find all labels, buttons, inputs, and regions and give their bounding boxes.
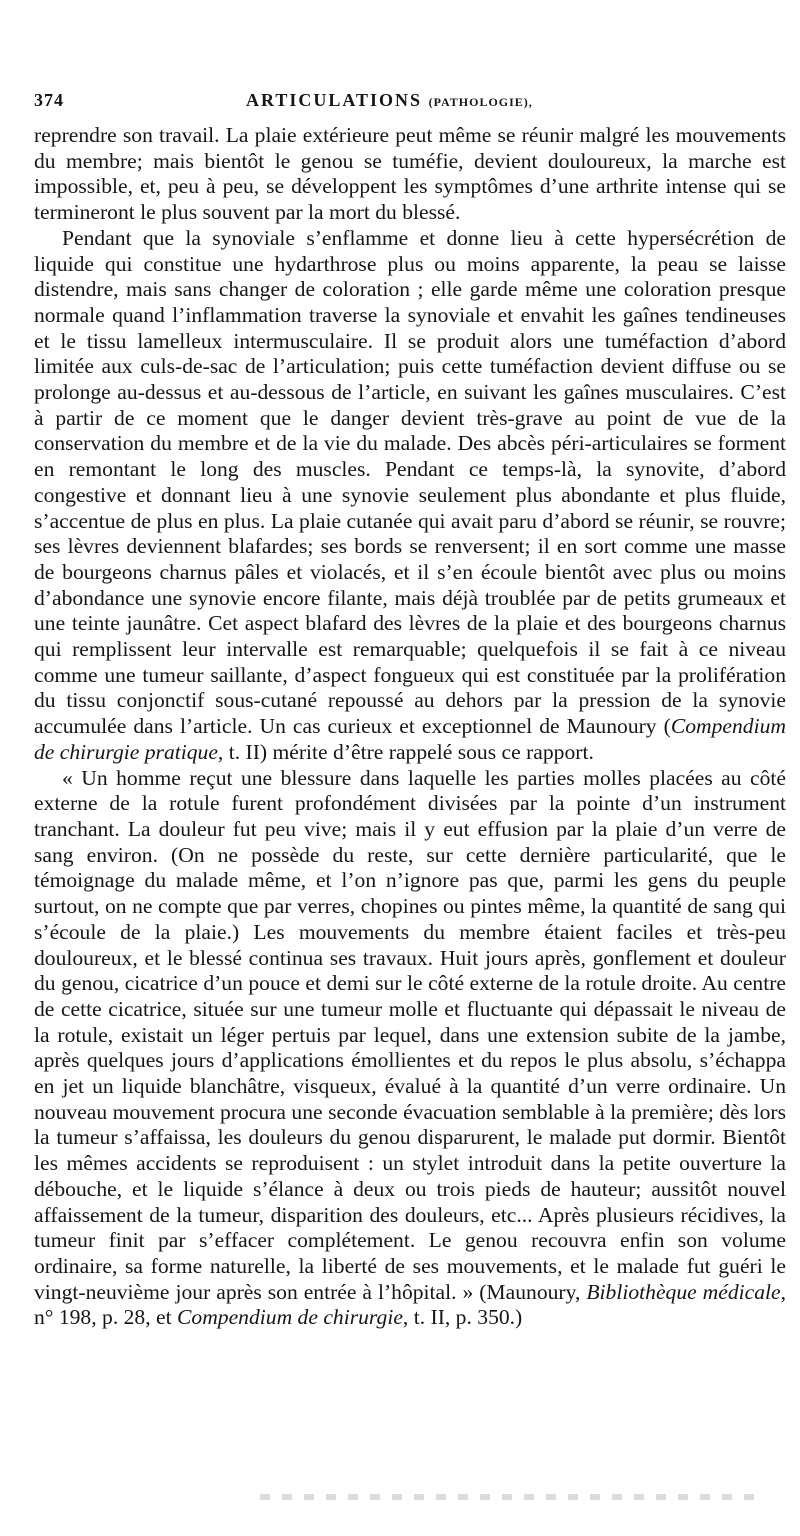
text-run: reprendre son travail. La plaie extérieure peut même se réunir malgré les mouvements du membre; mais bientôt le genou se tuméfie, devient douloureux, la marche est impossible, et, peu à peu, se développent les symptômes d’une arthrite intense qui se termineront le plus souvent par la mort du blessé. xyxy=(34,123,786,225)
italic-citation: Compendium de chirurgie pratique xyxy=(34,714,786,764)
running-title-main: ARTICULATIONS xyxy=(246,90,423,110)
scan-artifact xyxy=(260,1494,760,1500)
paragraph xyxy=(34,123,786,226)
paragraph xyxy=(34,766,786,1331)
running-header xyxy=(34,86,786,116)
text-run: n° 198, p. 28, et xyxy=(34,1305,177,1330)
body-text xyxy=(34,123,786,1331)
running-title-subtitle: (PATHOLOGIE), xyxy=(428,95,533,109)
page-number: 374 xyxy=(34,90,64,110)
text-run: , t. II, p. 350.) xyxy=(402,1305,523,1330)
text-run: Pendant que la synoviale s’enflamme et donne lieu à cette hypersécrétion de liquide qui constitue une hydarthrose plus ou moins apparente, la peau se laisse distendre, mais sans changer de coloration ; elle garde même une coloration presque normale quand l’inflammation traverse la synoviale et envahit les gaînes tendineuses et le tissu lamelleux intermusculaire. Il se produit alors une tuméfaction d’abord limitée aux culs-de-sac de l’articulation; puis cette tuméfaction devient diffuse ou se prolonge au-dessus et au-dessous de l’article, en suivant les gaînes musculaires. C’est à partir de ce moment que le danger devient très-grave au point de vue de la conservation du membre et de la vie du malade. Des abcès péri-articulaires se forment en remontant le long des muscles. Pendant ce temps-là, la synovite, d’abord congestive et donnant lieu à une synovie seulement plus abondante et plus fluide, s’accentue de plus en plus. La plaie cutanée qui avait paru d’abord se réunir, se rouvre; ses lèvres deviennent blafardes; ses bords se renversent; il en sort comme une masse de bourgeons charnus pâles et violacés, et il s’en écoule bientôt avec plus ou moins d’abondance une synovie encore filante, mais déjà troublée par de petits grumeaux et une teinte jaunâtre. Cet aspect blafard des lèvres de la plaie et des bourgeons charnus qui remplissent leur intervalle est remarquable; quelquefois il se fait à ce niveau comme une tumeur saillante, d’aspect fongueux qui est constituée par la prolifération du tissu conjonctif sous-cutané repoussé au dehors par la pression de la synovie accumulée dans l’article. Un cas curieux et exceptionnel de Maunoury ( xyxy=(34,225,786,739)
italic-citation: Bibliothèque médicale, xyxy=(586,1279,787,1304)
text-run: , t. II) mérite d’être rappelé sous ce rapport. xyxy=(217,739,594,764)
text-run: « Un homme reçut une blessure dans laquelle les parties molles placées au côté externe de la rotule furent profondément divisées par la pointe d’un instrument tranchant. La douleur fut peu vive; mais il y eut effusion par la plaie d’un verre de sang environ. (On ne possède du reste, sur cette dernière particularité, que le témoignage du malade même, et l’on n’ignore pas que, parmi les gens du peuple surtout, on ne compte que par verres, chopines ou pintes même, la quantité de sang qui s’écoule de la plaie.) Les mouvements du membre étaient faciles et très-peu douloureux, et le blessé continua ses travaux. Huit jours après, gonflement et douleur du genou, cicatrice d’un pouce et demi sur le côté externe de la rotule droite. Au centre de cette cicatrice, située sur une tumeur molle et fluctuante qui dépassait le niveau de la rotule, existait un léger pertuis par lequel, dans une extension subite de la jambe, après quelques jours d’applications émollientes et du repos le plus absolu, s’échappa en jet un liquide blanchâtre, visqueux, évalué à la quantité d’un verre ordinaire. Un nouveau mouvement procura une seconde évacuation semblable à la première; dès lors la tumeur s’affaissa, les douleurs du genou disparurent, le malade put dormir. Bientôt les mêmes accidents se reproduisent : un stylet introduit dans la petite ouverture la débouche, et le liquide s’élance à deux ou trois pieds de hauteur; aussitôt nouvel affaissement de la tumeur, disparition des douleurs, etc... Après plusieurs récidives, la tumeur finit par s’effacer complétement. Le genou recouvra enfin son volume ordinaire, sa forme naturelle, la liberté de ses mouvements, et le malade fut guéri le vingt-neuvième jour après son entrée à l’hôpital. » (Maunoury, xyxy=(34,765,786,1304)
paragraph xyxy=(34,226,786,766)
italic-citation: Compendium de chirurgie xyxy=(177,1305,403,1330)
running-title xyxy=(246,90,533,111)
